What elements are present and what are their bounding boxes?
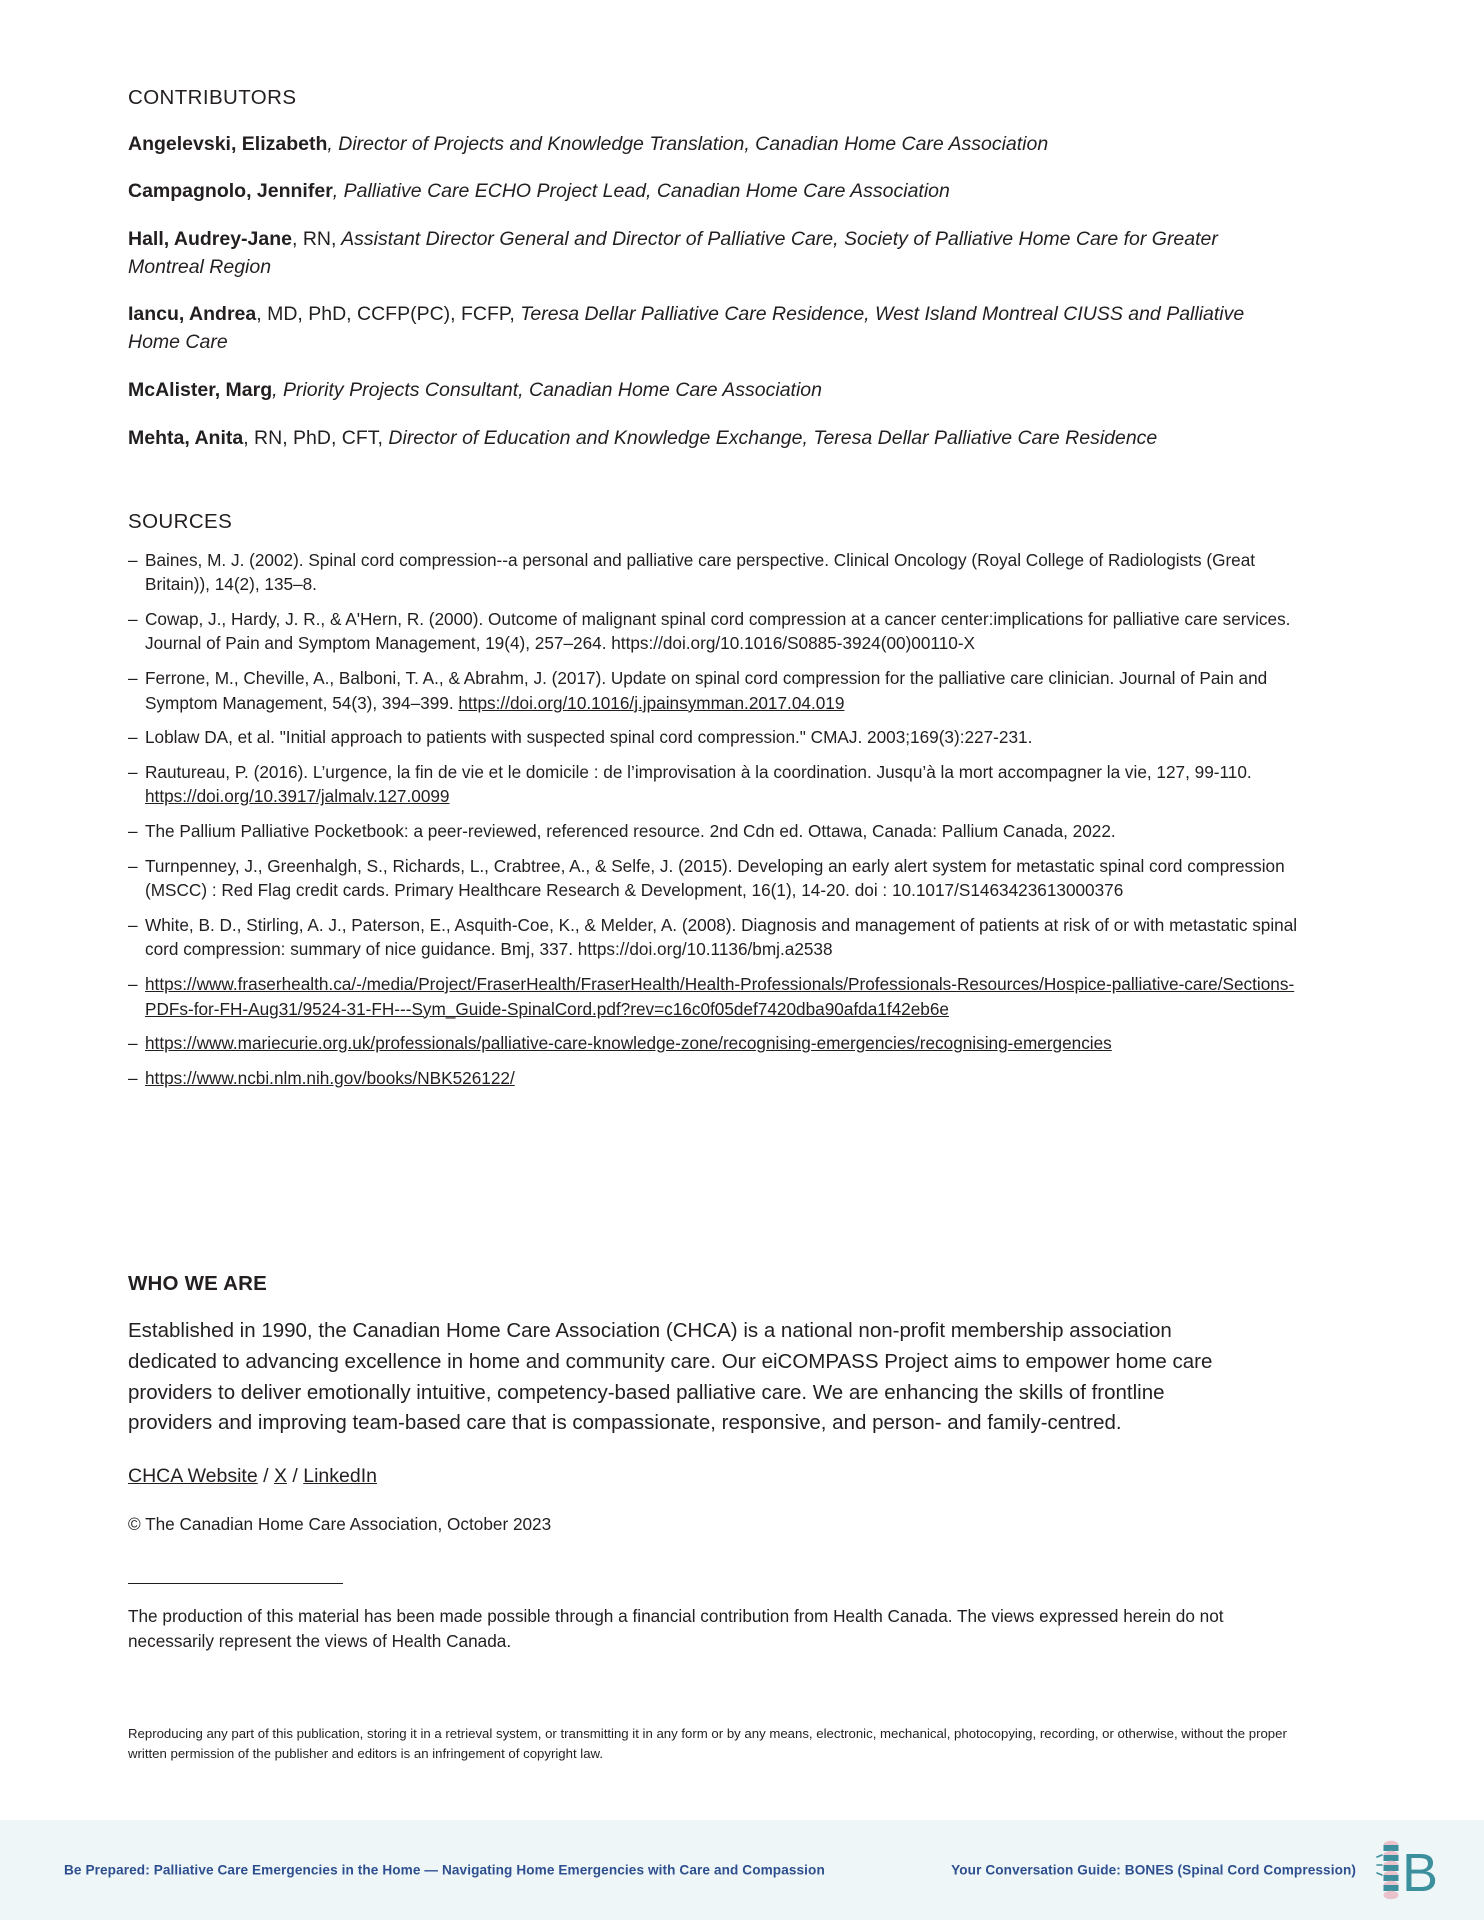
contributors-list [128,130,1318,452]
sources-list [128,548,1318,1091]
who-we-are-links [128,1465,1318,1488]
contributor-entry [128,424,1263,452]
who-we-are-body: Established in 1990, the Canadian Home Care Association (CHCA) is a national non-profit membership association dedicated to advancing excellence in home and community care. Our eiCOMPASS Project aims to empower home care providers to deliver emotionally intuitive, competency-based palliative care. We are enhancing the skills of frontline providers and improving team-based care that is compassionate, responsive, and person- and family-centred. [128,1319,1213,1435]
linkedin-link[interactable]: LinkedIn [303,1465,377,1487]
contributor-role: Teresa Dellar Palliative Care Residence, West Island Montreal CIUSS and Palliative Home Care [128,303,1245,354]
who-we-are-section [128,1272,1318,1654]
source-item [128,913,1318,962]
footer-title-right: Your Conversation Guide: BONES (Spinal Cord Compression) [951,1862,1356,1878]
x-link[interactable]: X [273,1465,287,1487]
contributor-role: Director of Education and Knowledge Exchange, Teresa Dellar Palliative Care Residence [382,426,1158,449]
contributor-entry [128,177,1263,205]
source-item [128,666,1318,715]
horizontal-divider [128,1583,343,1584]
contributor-role: , Director of Projects and Knowledge Translation, Canadian Home Care Association [327,132,1049,155]
contributor-name: Iancu, Andrea [128,303,257,326]
footer-inner [0,1820,1484,1920]
production-note: The production of this material has been made possible through a financial contribution from Health Canada. The views expressed herein do not necessarily represent the views of Health Canada. [128,1606,1224,1651]
source-item [128,760,1318,809]
source-item [128,725,1318,750]
source-item [128,972,1318,1021]
svg-text:B: B [1402,1843,1436,1903]
source-item [128,548,1318,597]
source-text: Baines, M. J. (2002). Spinal cord compression--a personal and palliative care perspective. Clinical Oncology (Royal College of Radiologists (Great Britain)), 14(2), 135–8. [145,549,1256,595]
main-content [128,86,1318,1100]
copyright-line: © The Canadian Home Care Association, October 2023 [128,1514,552,1534]
contributor-entry [128,300,1263,356]
link-separator: / [286,1465,304,1487]
contributor-entry [128,225,1263,281]
source-text: Rautureau, P. (2016). L’urgence, la fin de vie et le domicile : de l’improvisation à la coordination. Jusqu’à la mort accompagner la vie, 127, 99-110. [145,761,1252,782]
source-item [128,1031,1318,1056]
copyright-fineprint: Reproducing any part of this publication, storing it in a retrieval system, or transmitting it in any form or by any means, electronic, mechanical, photocopying, recording, or otherwise, without the proper written permission of the publisher and editors is an infringement of copyright law. [128,1726,1287,1762]
source-item [128,854,1318,903]
contributor-role: , Palliative Care ECHO Project Lead, Canadian Home Care Association [332,180,950,203]
contributor-credentials: , MD, PhD, CCFP(PC), FCFP, [256,303,515,326]
source-link[interactable]: https://doi.org/10.1016/j.jpainsymman.2017.04.019 [458,692,845,713]
contributor-name: Mehta, Anita [128,426,244,449]
source-text: Ferrone, M., Cheville, A., Balboni, T. A., & Abrahm, J. (2017). Update on spinal cord compression for the palliative care clinician. Journal of Pain and Symptom Management, 54(3), 394–399. [145,668,1268,713]
contributor-name: Hall, Audrey-Jane [128,227,292,250]
contributors-heading: CONTRIBUTORS [128,86,297,109]
source-item [128,607,1318,656]
contributor-role: , Priority Projects Consultant, Canadian Home Care Association [272,378,822,401]
sources-heading: SOURCES [128,509,233,533]
bones-spine-logo-icon [1374,1835,1436,1905]
source-item [128,819,1318,844]
source-link[interactable]: https://www.ncbi.nlm.nih.gov/books/NBK526122/ [145,1067,515,1088]
contributor-credentials: , RN, PhD, CFT, [243,426,383,449]
source-text: White, B. D., Stirling, A. J., Paterson, E., Asquith-Coe, K., & Melder, A. (2008). Diagnosis and management of patients at risk of or with metastatic spinal cord compression: summary of nice guidance. Bmj, 337. https://doi.org/10.1136/bmj.a2538 [145,914,1298,960]
contributor-entry [128,130,1263,158]
link-separator: / [257,1465,274,1487]
source-text: Cowap, J., Hardy, J. R., & A'Hern, R. (2000). Outcome of malignant spinal cord compression at a cancer center:implications for palliative care services. Journal of Pain and Symptom Management, 19(4), 257–264. https://doi.org/10.1016/S0885-3924(00)00110-X [145,608,1291,654]
chca-website-link[interactable]: CHCA Website [128,1465,258,1487]
footer-title-left: Be Prepared: Palliative Care Emergencies in the Home — Navigating Home Emergencies with Care and Compassion [64,1862,825,1878]
who-we-are-heading: WHO WE ARE [128,1272,268,1295]
contributor-role: Assistant Director General and Director of Palliative Care, Society of Palliative Home Care for Greater Montreal Region [128,227,1218,278]
source-link[interactable]: https://www.fraserhealth.ca/-/media/Project/FraserHealth/FraserHealth/Health-Professionals/Professionals-Resources/Hospice-palliative-care/Sections-PDFs-for-FH-Aug31/9524-31-FH---Sym_Guide-SpinalCord.pdf?rev=c16c0f05def7420dba90afda1f42eb6e [145,973,1295,1019]
source-text: Turnpenney, J., Greenhalgh, S., Richards, L., Crabtree, A., & Selfe, J. (2015). Developing an early alert system for metastatic spinal cord compression (MSCC) : Red Flag credit cards. Primary Healthcare Research & Development, 16(1), 14-20. doi : 10.1017/S1463423613000376 [145,855,1285,901]
source-text: Loblaw DA, et al. "Initial approach to patients with suspected spinal cord compression." CMAJ. 2003;169(3):227-231. [145,727,1033,748]
source-text: The Pallium Palliative Pocketbook: a peer-reviewed, referenced resource. 2nd Cdn ed. Ottawa, Canada: Pallium Canada, 2022. [145,820,1116,841]
source-link[interactable]: https://www.mariecurie.org.uk/professionals/palliative-care-knowledge-zone/recognising-emergencies/recognising-emergencies [145,1033,1112,1054]
contributor-credentials: , RN, [292,227,337,250]
contributor-name: Angelevski, Elizabeth [128,132,328,155]
contributor-name: McAlister, Marg [128,378,273,401]
source-link[interactable]: https://doi.org/10.3917/jalmalv.127.0099 [145,786,450,807]
contributor-entry [128,376,1263,404]
source-item [128,1066,1318,1091]
page-footer [0,1819,1484,1920]
contributor-name: Campagnolo, Jennifer [128,180,333,203]
